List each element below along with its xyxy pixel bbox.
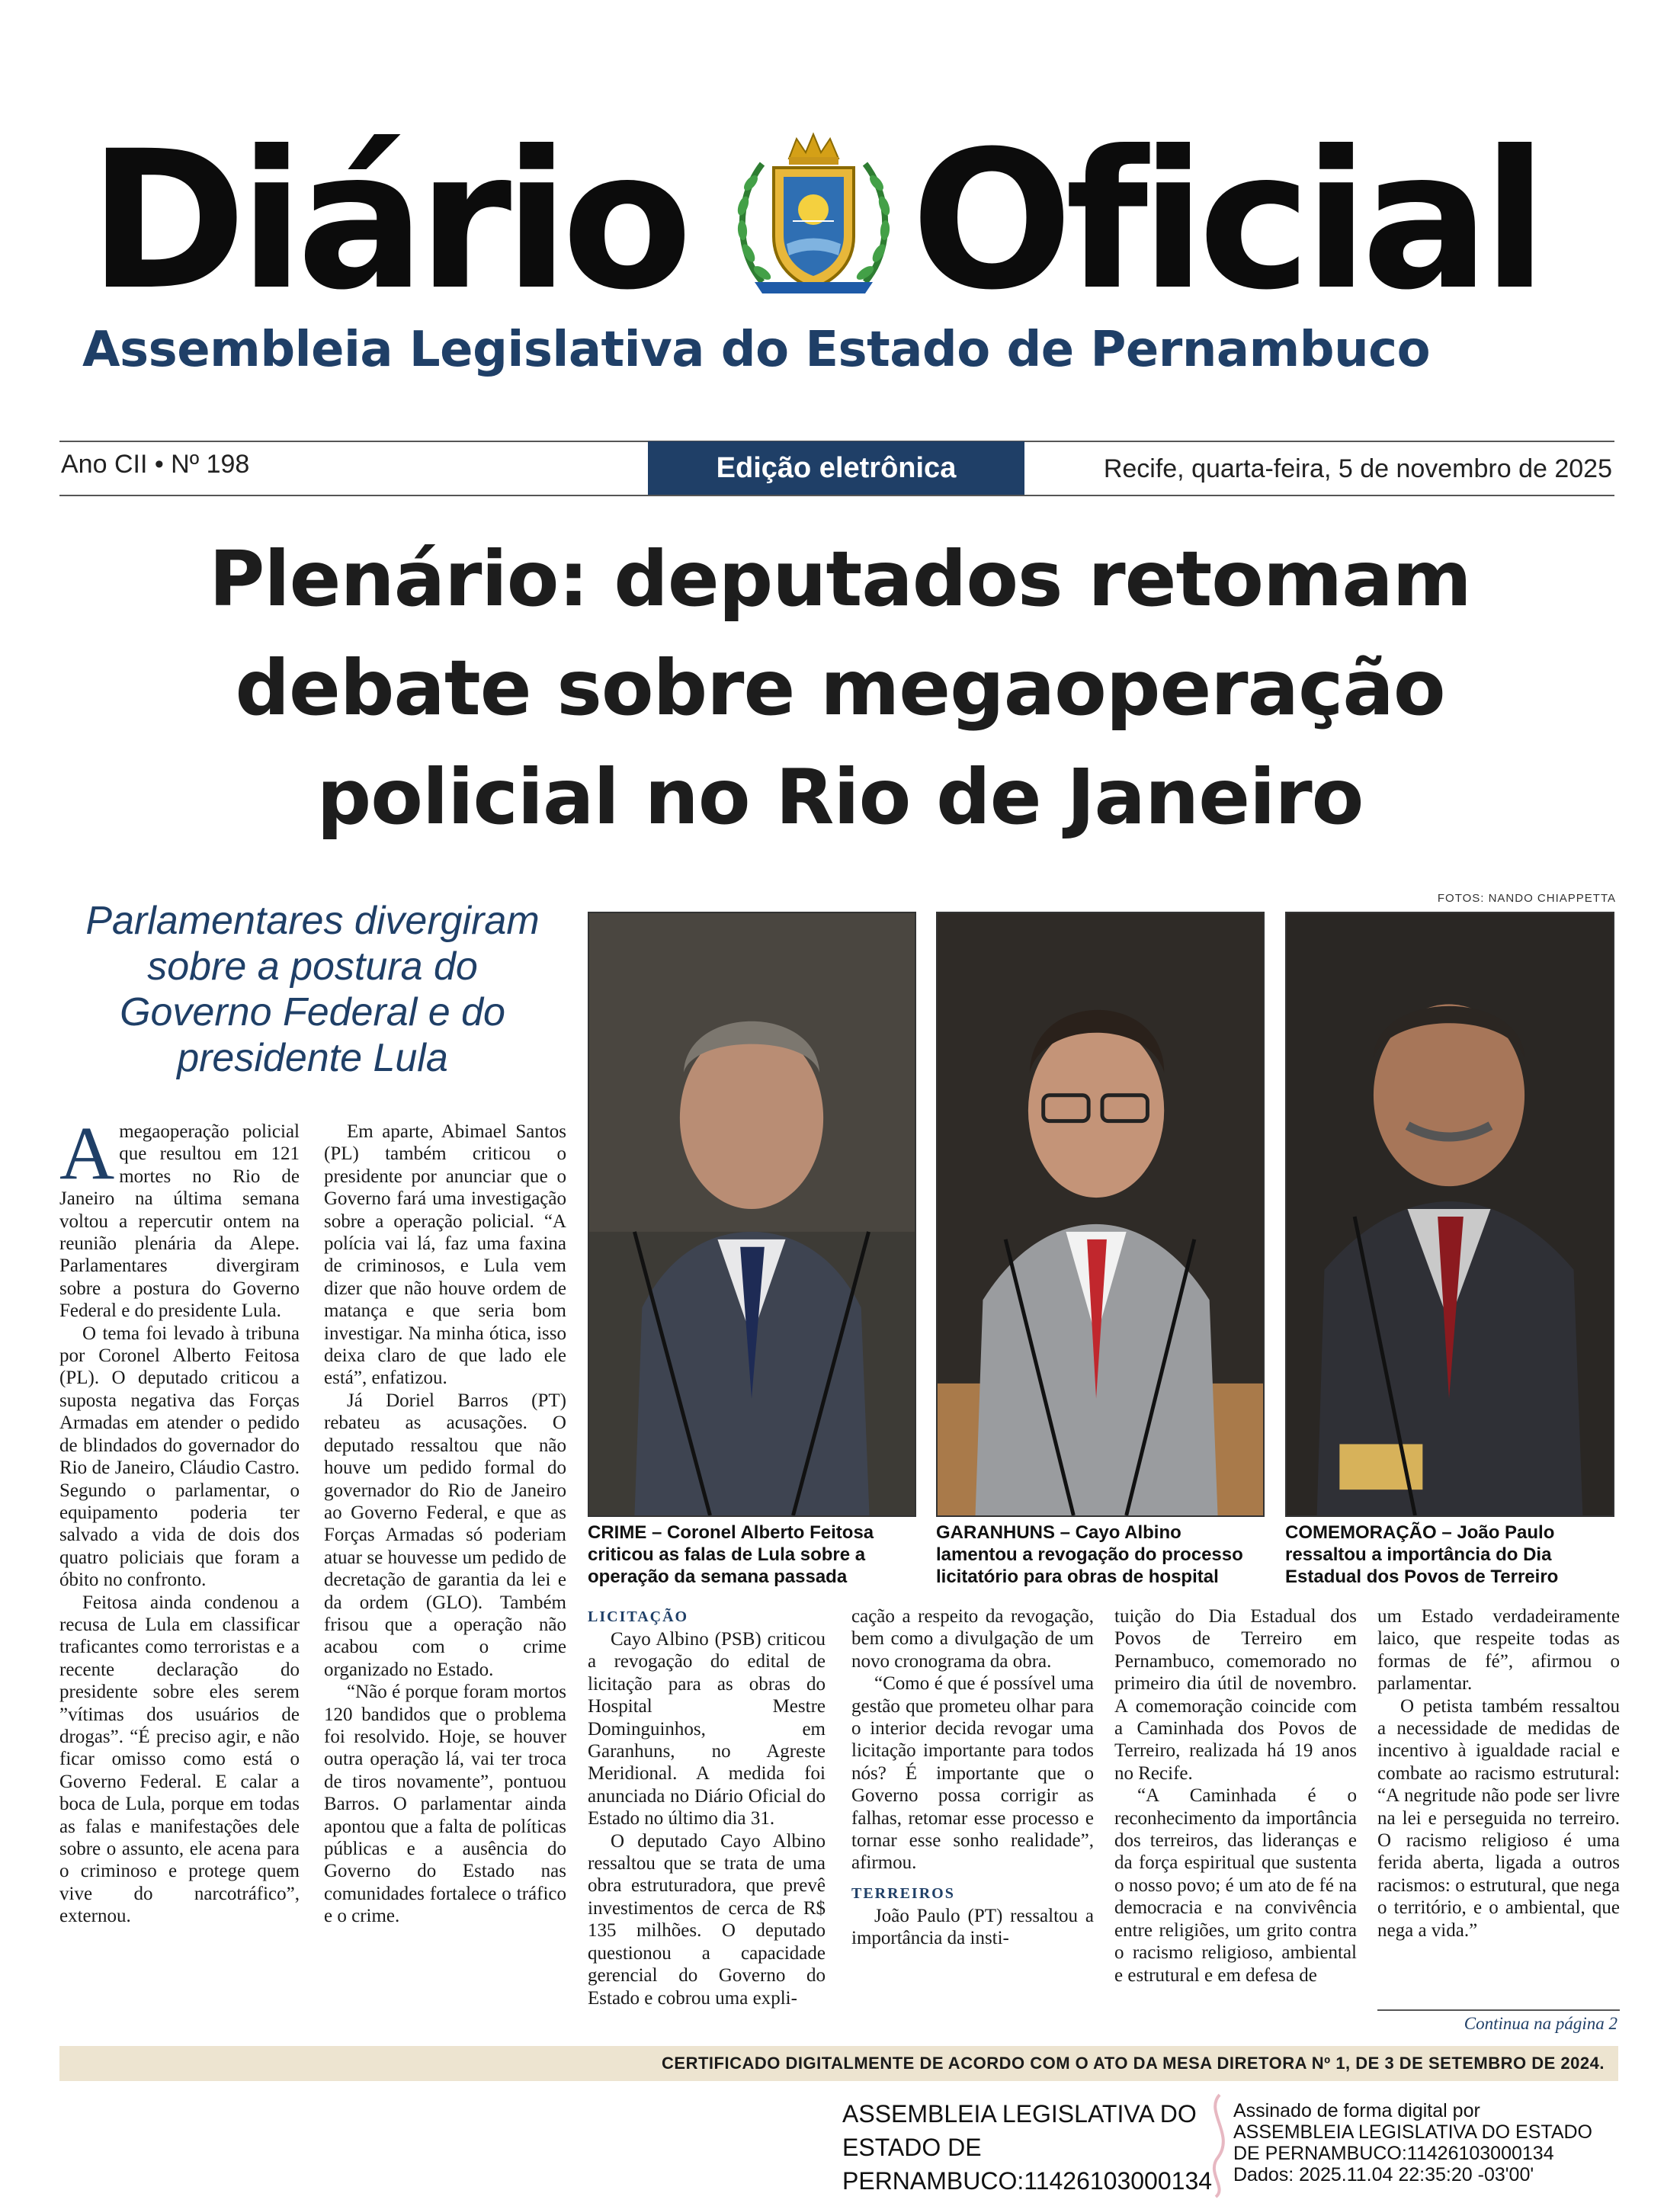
signature-line: Dados: 2025.11.04 22:35:20 -03'00' <box>1233 2164 1534 2185</box>
article-paragraph: João Paulo (PT) ressaltou a importância da insti- <box>851 1905 1094 1949</box>
masthead-title-left: Diário <box>88 110 685 332</box>
deck-line: presidente Lula <box>177 1036 448 1080</box>
signature-line: DE PERNAMBUCO:11426103000134 <box>1233 2143 1554 2164</box>
signer-line: ESTADO DE <box>842 2134 982 2161</box>
photo-joao-paulo <box>1285 912 1614 1517</box>
article-paragraph: cação a respeito da revogação, bem como a divulgação de um novo cronograma da obra. <box>851 1606 1094 1672</box>
deck <box>53 898 572 1081</box>
photo-credit: FOTOS: NANDO CHIAPPETTA <box>1437 892 1616 905</box>
headline-line: Plenário: deputados retomam <box>209 534 1471 624</box>
issue-number: Ano CII • Nº 198 <box>61 450 250 479</box>
article-column-1 <box>59 1111 300 1928</box>
article-column-2 <box>324 1121 566 1928</box>
article-column-6 <box>1377 1605 1620 1942</box>
article-paragraph: O tema foi levado à tribuna por Coronel Alberto Feitosa (PL). O deputado criticou a suposta negativa das Forças Armadas em atender o pedido de blindados do governador do Rio de Janeiro, Cláudio Castro. Segundo o parlamentar, o equipamento poderia ter salvado a vida de dois dos quatro policiais que foram a óbito no confronto. <box>59 1323 300 1591</box>
signer-line: PERNAMBUCO:11426103000134 <box>842 2167 1213 2195</box>
article-column-4 <box>851 1605 1094 1950</box>
photo-caption-3: COMEMORAÇÃO – João Paulo ressaltou a importância do Dia Estadual dos Povos de Terreiro <box>1285 1522 1559 1587</box>
drop-cap: A <box>59 1111 115 1195</box>
photo-caption-1: CRIME – Coronel Alberto Feitosa criticou as falas de Lula sobre a operação da semana passada <box>588 1522 874 1587</box>
edition-label: Edição eletrônica <box>648 441 1024 495</box>
certification-band: CERTIFICADO DIGITALMENTE DE ACORDO COM O ATO DA MESA DIRETORA Nº 1, DE 3 DE SETEMBRO DE 2024. <box>59 2046 1618 2081</box>
article-paragraph: O petista também ressaltou a necessidade de medidas de incentivo à igualdade racial e combate ao racismo estrutural: “A negritude não pode ser livre na lei e perseguida no terreiro. O racismo religioso é uma ferida aberta, ligada a outros racismos: o estrutural, que nega o território, e o ambiental, que nega a vida.” <box>1377 1695 1620 1941</box>
headline-line: debate sobre megaoperação <box>235 643 1445 733</box>
continua-rule <box>1377 2009 1620 2011</box>
article-paragraph: um Estado verdadeiramente laico, que respeite todas as formas de fé”, afirmou o parlamentar. <box>1377 1606 1620 1695</box>
signer-line: ASSEMBLEIA LEGISLATIVA DO <box>842 2100 1197 2128</box>
article-paragraph: “A Caminhada é o reconhecimento da importância dos terreiros, das lideranças e da força espiritual que sustenta o nosso povo; é um ato de fé na democracia e na convivência entre religiões, um grito contra o racismo religioso, ambiental e estrutural e em defesa de <box>1114 1785 1357 1986</box>
deck-line: Parlamentares divergiram <box>85 899 540 943</box>
section-heading-licitacao: LICITAÇÃO <box>588 1608 689 1625</box>
digital-signature-details <box>1233 2100 1592 2185</box>
photo-cayo-albino <box>936 912 1265 1517</box>
article-paragraph: tuição do Dia Estadual dos Povos de Terreiro em Pernambuco, comemorado no primeiro dia útil de novembro. A comemoração coincide com a Caminhada dos Povos de Terreiro, realizada há 19 anos no Recife. <box>1114 1606 1357 1784</box>
article-paragraph: Já Doriel Barros (PT) rebateu as acusações. O deputado ressaltou que não houve um pedido formal do governador do Rio de Janeiro ao Governo Federal, e que as Forças Armadas só poderiam atuar se houvesse um pedido de decretação de garantia da lei e da ordem (GLO). Também frisou que a operação não acabou com o crime organizado no Estado. <box>324 1390 566 1680</box>
article-paragraph: Amegaoperação policial que resultou em 121 mortes no Rio de Janeiro na última semana voltou a repercutir ontem na reunião plenária da Alepe. Parlamentares divergiram sobre a postura do Governo Federal e do presidente Lula. <box>59 1111 300 1322</box>
continua-na-pagina: Continua na página 2 <box>1464 2014 1617 2033</box>
article-paragraph: Feitosa ainda condenou a recusa de Lula em classificar traficantes como terroristas e a recente declaração do presidente sobre eles serem ”vítimas dos usuários de drogas”. “É preciso agir, e não ficar omisso como está o Governo Federal. E calar a boca de Lula, porque em todas as falas e manifestações dele sobre o assunto, ele acena para o criminoso e protege quem vive do narcotráfico”, externou. <box>59 1592 300 1927</box>
masthead-title-right: Oficial <box>911 110 1541 332</box>
article-column-5 <box>1114 1605 1357 1987</box>
edition-bar-bottom-rule <box>59 495 1614 496</box>
signature-line: Assinado de forma digital por <box>1233 2100 1480 2121</box>
edition-date: Recife, quarta-feira, 5 de novembro de 2025 <box>1103 454 1612 483</box>
deck-line: Governo Federal e do <box>120 990 505 1034</box>
article-paragraph: O deputado Cayo Albino ressaltou que se trata de uma obra estruturadora, que prevê investimentos de cerca de R$ 135 milhões. O deputado questionou a capacidade gerencial do Governo do Estado e cobrou uma expli- <box>588 1830 826 2009</box>
headline-line: policial no Rio de Janeiro <box>316 752 1364 842</box>
article-paragraph: Em aparte, Abimael Santos (PL) também criticou o presidente por anunciar que o Governo fará uma investigação sobre a operação policial. “A polícia vai lá, faz uma faxina de criminosos, e Lula vem dizer que não houve ordem de matança e que seria bom investigar. Na minha ótica, isso deixa claro de que lado ele está”, enfatizou. <box>324 1121 566 1389</box>
article-paragraph: “Não é porque foram mortos 120 bandidos que o problema foi resolvido. Hoje, se houver outra operação lá, vai ter troca de tiros novamente”, pontuou Barros. O parlamentar ainda apontou que a falta de políticas públicas e a ausência do Governo do Estado nas comunidades fortalece o tráfico e o crime. <box>324 1682 566 1927</box>
photo-caption-2: GARANHUNS – Cayo Albino lamentou a revogação do processo licitatório para obras de hospital <box>936 1522 1243 1587</box>
headline <box>76 524 1604 851</box>
deck-line: sobre a postura do <box>147 944 478 989</box>
pernambuco-coat-of-arms-icon <box>732 130 896 301</box>
article-paragraph: “Como é que é possível uma gestão que prometeu olhar para o interior decida revogar uma licitação importante para todos nós? É importante que o Governo possa corrigir as falhas, retomar esse processo e tornar esse sonho realidade”, afirmou. <box>851 1673 1094 1874</box>
article-column-3 <box>588 1605 826 2009</box>
article-paragraph: Cayo Albino (PSB) criticou a revogação do edital de licitação para as obras do Hospital Mestre Dominguinhos, em Garanhuns, no Agreste Meridional. A medida foi anunciada no Diário Oficial do Estado no último dia 31. <box>588 1629 826 1829</box>
section-heading-terreiros: TERREIROS <box>851 1884 955 1902</box>
masthead-subtitle: Assembleia Legislativa do Estado de Pernambuco <box>82 322 1431 378</box>
photo-coronel-feitosa <box>588 912 916 1517</box>
digital-signer-name <box>842 2097 1212 2198</box>
signature-line: ASSEMBLEIA LEGISLATIVA DO ESTADO <box>1233 2121 1592 2143</box>
